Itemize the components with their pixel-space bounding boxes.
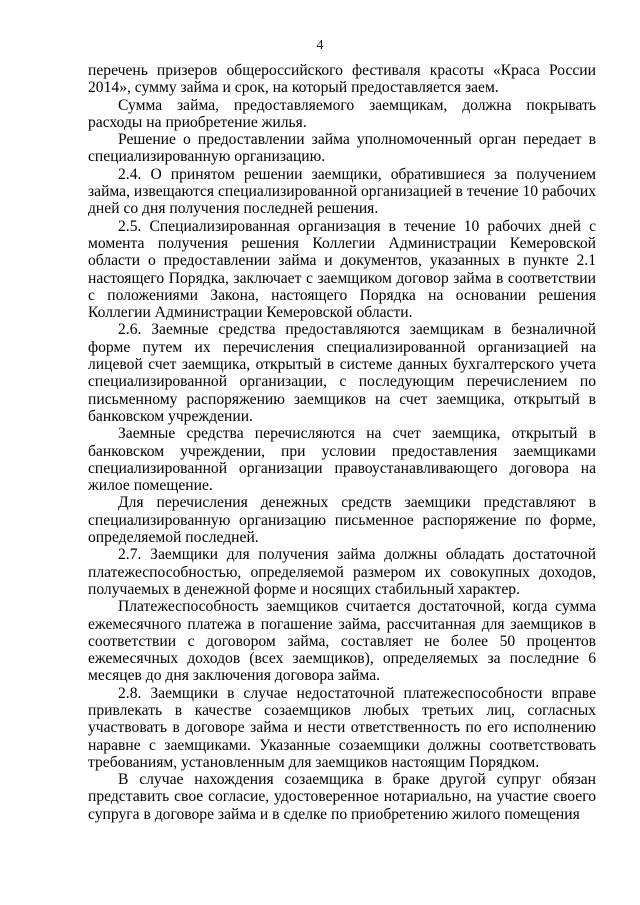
paragraph: 2.4. О принятом решении заемщики, обратившиеся за получением займа, извещаются специализированной организацией в течение 10 рабочих дней со дня получения последней решения. (88, 165, 596, 218)
paragraph: перечень призеров общероссийского фестиваля красоты «Краса России 2014», сумму займа и срок, на который предоставляется заем. (88, 62, 596, 97)
paragraph: Для перечисления денежных средств заемщики представляют в специализированную организацию письменное распоряжение по форме, определяемой последней. (88, 494, 596, 547)
paragraph: Решение о предоставлении займа уполномоченный орган передает в специализированную организацию. (88, 131, 596, 166)
paragraph: В случае нахождения созаемщика в браке другой супруг обязан представить свое согласие, удостоверенное нотариально, на участие своего супруга в договоре займа и в сделке по приобретению жилого помещения (88, 771, 596, 823)
paragraph: Сумма займа, предоставляемого заемщикам, должна покрывать расходы на приобретение жилья. (88, 96, 596, 131)
paragraph: Заемные средства перечисляются на счет заемщика, открытый в банковском учреждении, при условии предоставления заемщиками специализированной организации правоустанавливающего договора на жилое помещение. (88, 425, 596, 495)
document-body (88, 62, 596, 823)
paragraph: 2.5. Специализированная организация в течение 10 рабочих дней с момента получения решения Коллегии Администрации Кемеровской области о предоставлении займа и документов, указанных в пункте 2.1 настоящего Порядка, заключает с заемщиком договор займа в соответствии с положениями Закона, настоящего Порядка на основании решения Коллегии Администрации Кемеровской области. (88, 217, 596, 322)
paragraph: 2.6. Заемные средства предоставляются заемщикам в безналичной форме путем их перечисления специализированной организацией на лицевой счет заемщика, открытый в системе данных бухгалтерского учета специализированной организации, с последующим перечислением по письменному распоряжению заемщиков на счет заемщика, открытый в банковском учреждении. (88, 321, 596, 425)
page-number: 4 (316, 38, 324, 53)
paragraph: 2.8. Заемщики в случае недостаточной платежеспособности вправе привлекать в качестве созаемщиков любых третьих лиц, согласных участвовать в договоре займа и нести ответственность по его исполнению наравне с заемщиками. Указанные созаемщики должны соответствовать требованиям, установленным для заемщиков настоящим Порядком. (88, 684, 596, 771)
paragraph: 2.7. Заемщики для получения займа должны обладать достаточной платежеспособностью, определяемой размером их совокупных доходов, получаемых в денежной форме и носящих стабильный характер. (88, 546, 596, 598)
paragraph: Платежеспособность заемщиков считается достаточной, когда сумма ежемесячного платежа в погашение займа, рассчитанная для заемщиков в соответствии с договором займа, составляет не более 50 процентов ежемесячных доходов (всех заемщиков), определяемых за последние 6 месяцев до дня заключения договора займа. (88, 598, 596, 685)
